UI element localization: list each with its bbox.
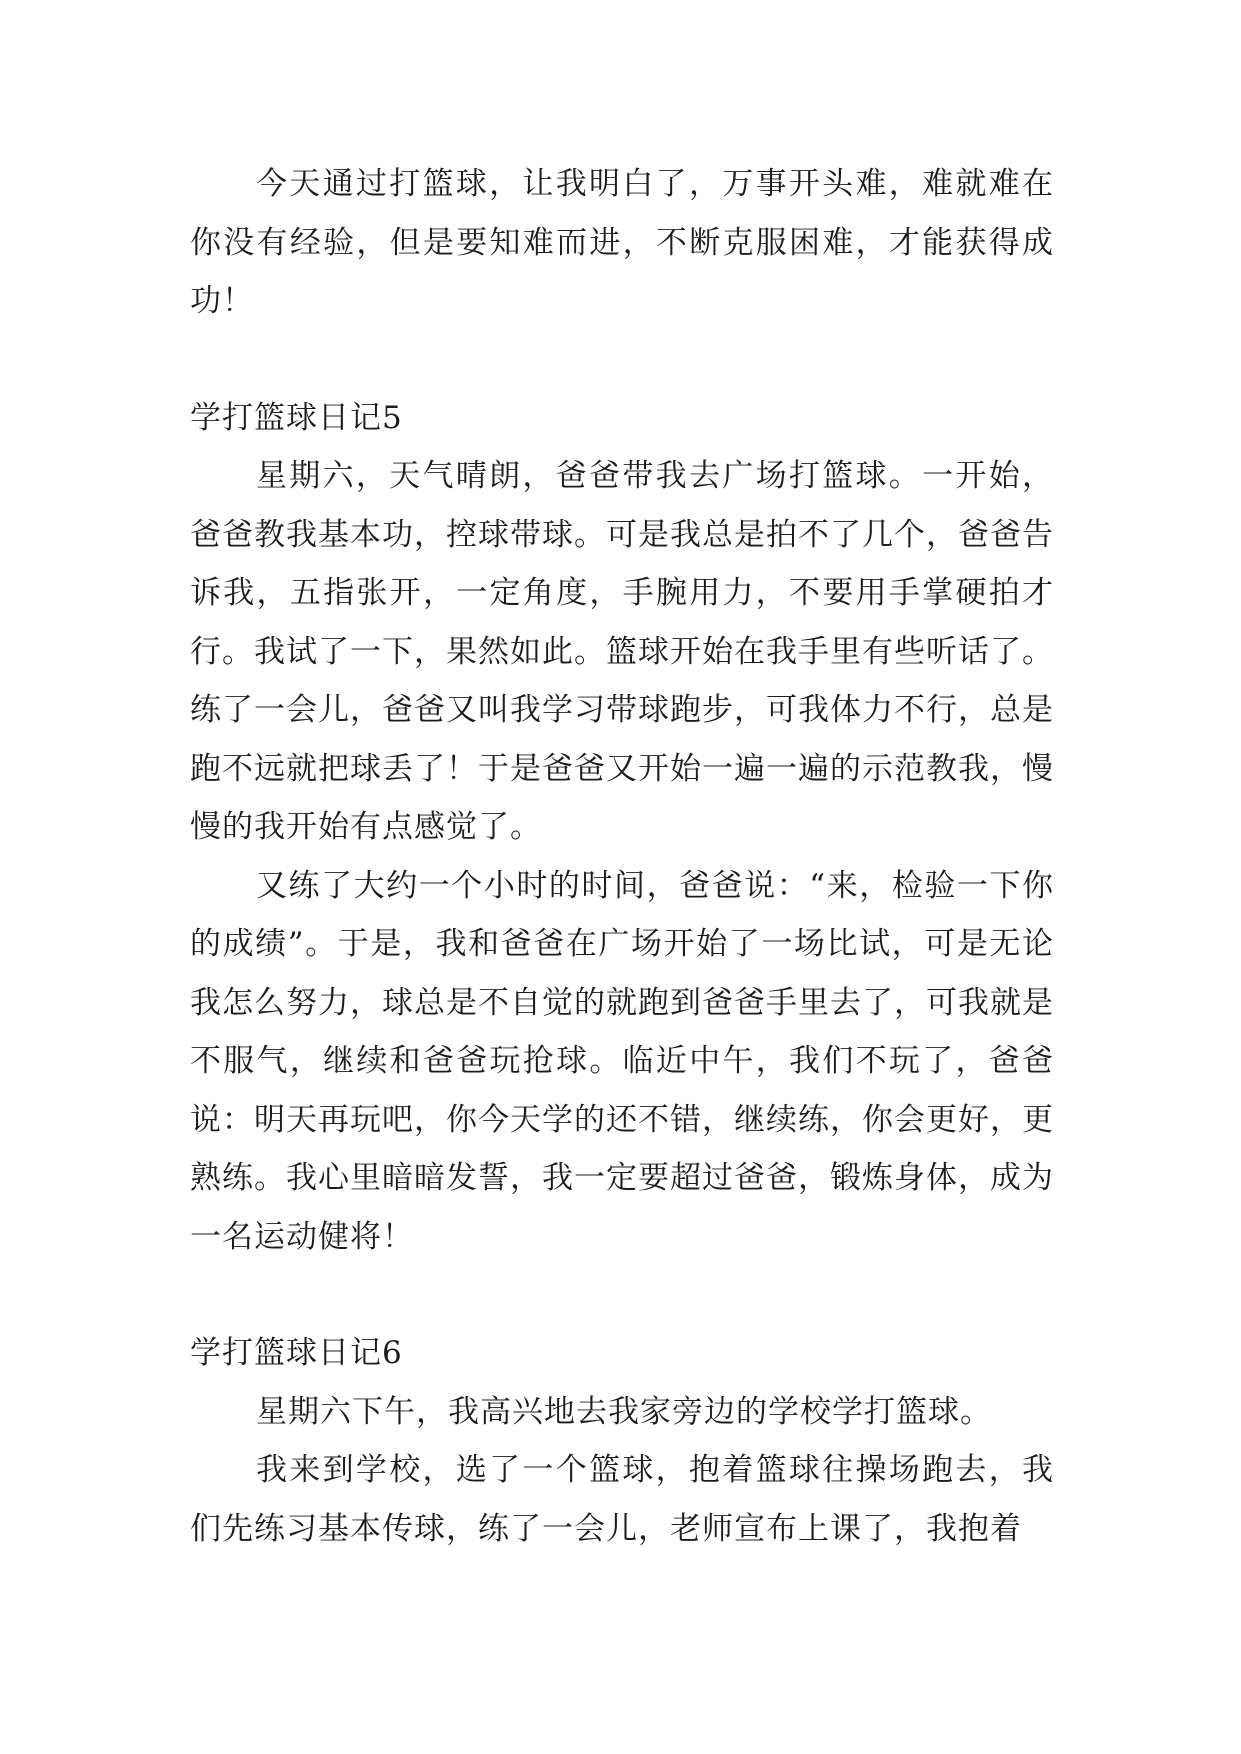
paragraph: 星期六下午，我高兴地去我家旁边的学校学打篮球。 bbox=[256, 1393, 992, 1430]
paragraph: 我来到学校，选了一个篮球，抱着篮球往操场跑去，我们先练习基本传球，练了一会儿，老师宣布上课了，我抱着 bbox=[190, 1452, 1054, 1547]
section-heading: 学打篮球日记6 bbox=[190, 1335, 403, 1371]
section-gap bbox=[190, 1266, 1054, 1324]
section-heading: 学打篮球日记5 bbox=[190, 399, 403, 436]
paragraph: 星期六，天气晴朗，爸爸带我去广场打篮球。一开始，爸爸教我基本功，控球带球。可是我总是拍不了几个，爸爸告诉我，五指张开，一定角度，手腕用力，不要用手掌硬拍才行。我试了一下，果然如此。篮球开始在我手里有些听话了。练了一会儿，爸爸又叫我学习带球跑步，可我体力不行，总是跑不远就把球丢了！于是爸爸又开始一遍一遍的示范教我，慢慢的我开始有点感觉了。 bbox=[190, 458, 1054, 845]
section-gap bbox=[190, 331, 1054, 389]
paragraph: 今天通过打篮球，让我明白了，万事开头难，难就难在你没有经验，但是要知难而进，不断克服困难，才能获得成功！ bbox=[190, 166, 1054, 319]
paragraph: 又练了大约一个小时的时间，爸爸说：“来，检验一下你的成绩”。于是，我和爸爸在广场开始了一场比试，可是无论我怎么努力，球总是不自觉的就跑到爸爸手里去了，可我就是不服气，继续和爸爸玩抢球。临近中午，我们不玩了，爸爸说：明天再玩吧，你今天学的还不错，继续练，你会更好，更熟练。我心里暗暗发誓，我一定要超过爸爸，锻炼身体，成为一名运动健将！ bbox=[190, 867, 1054, 1255]
document-body bbox=[190, 155, 1054, 1558]
